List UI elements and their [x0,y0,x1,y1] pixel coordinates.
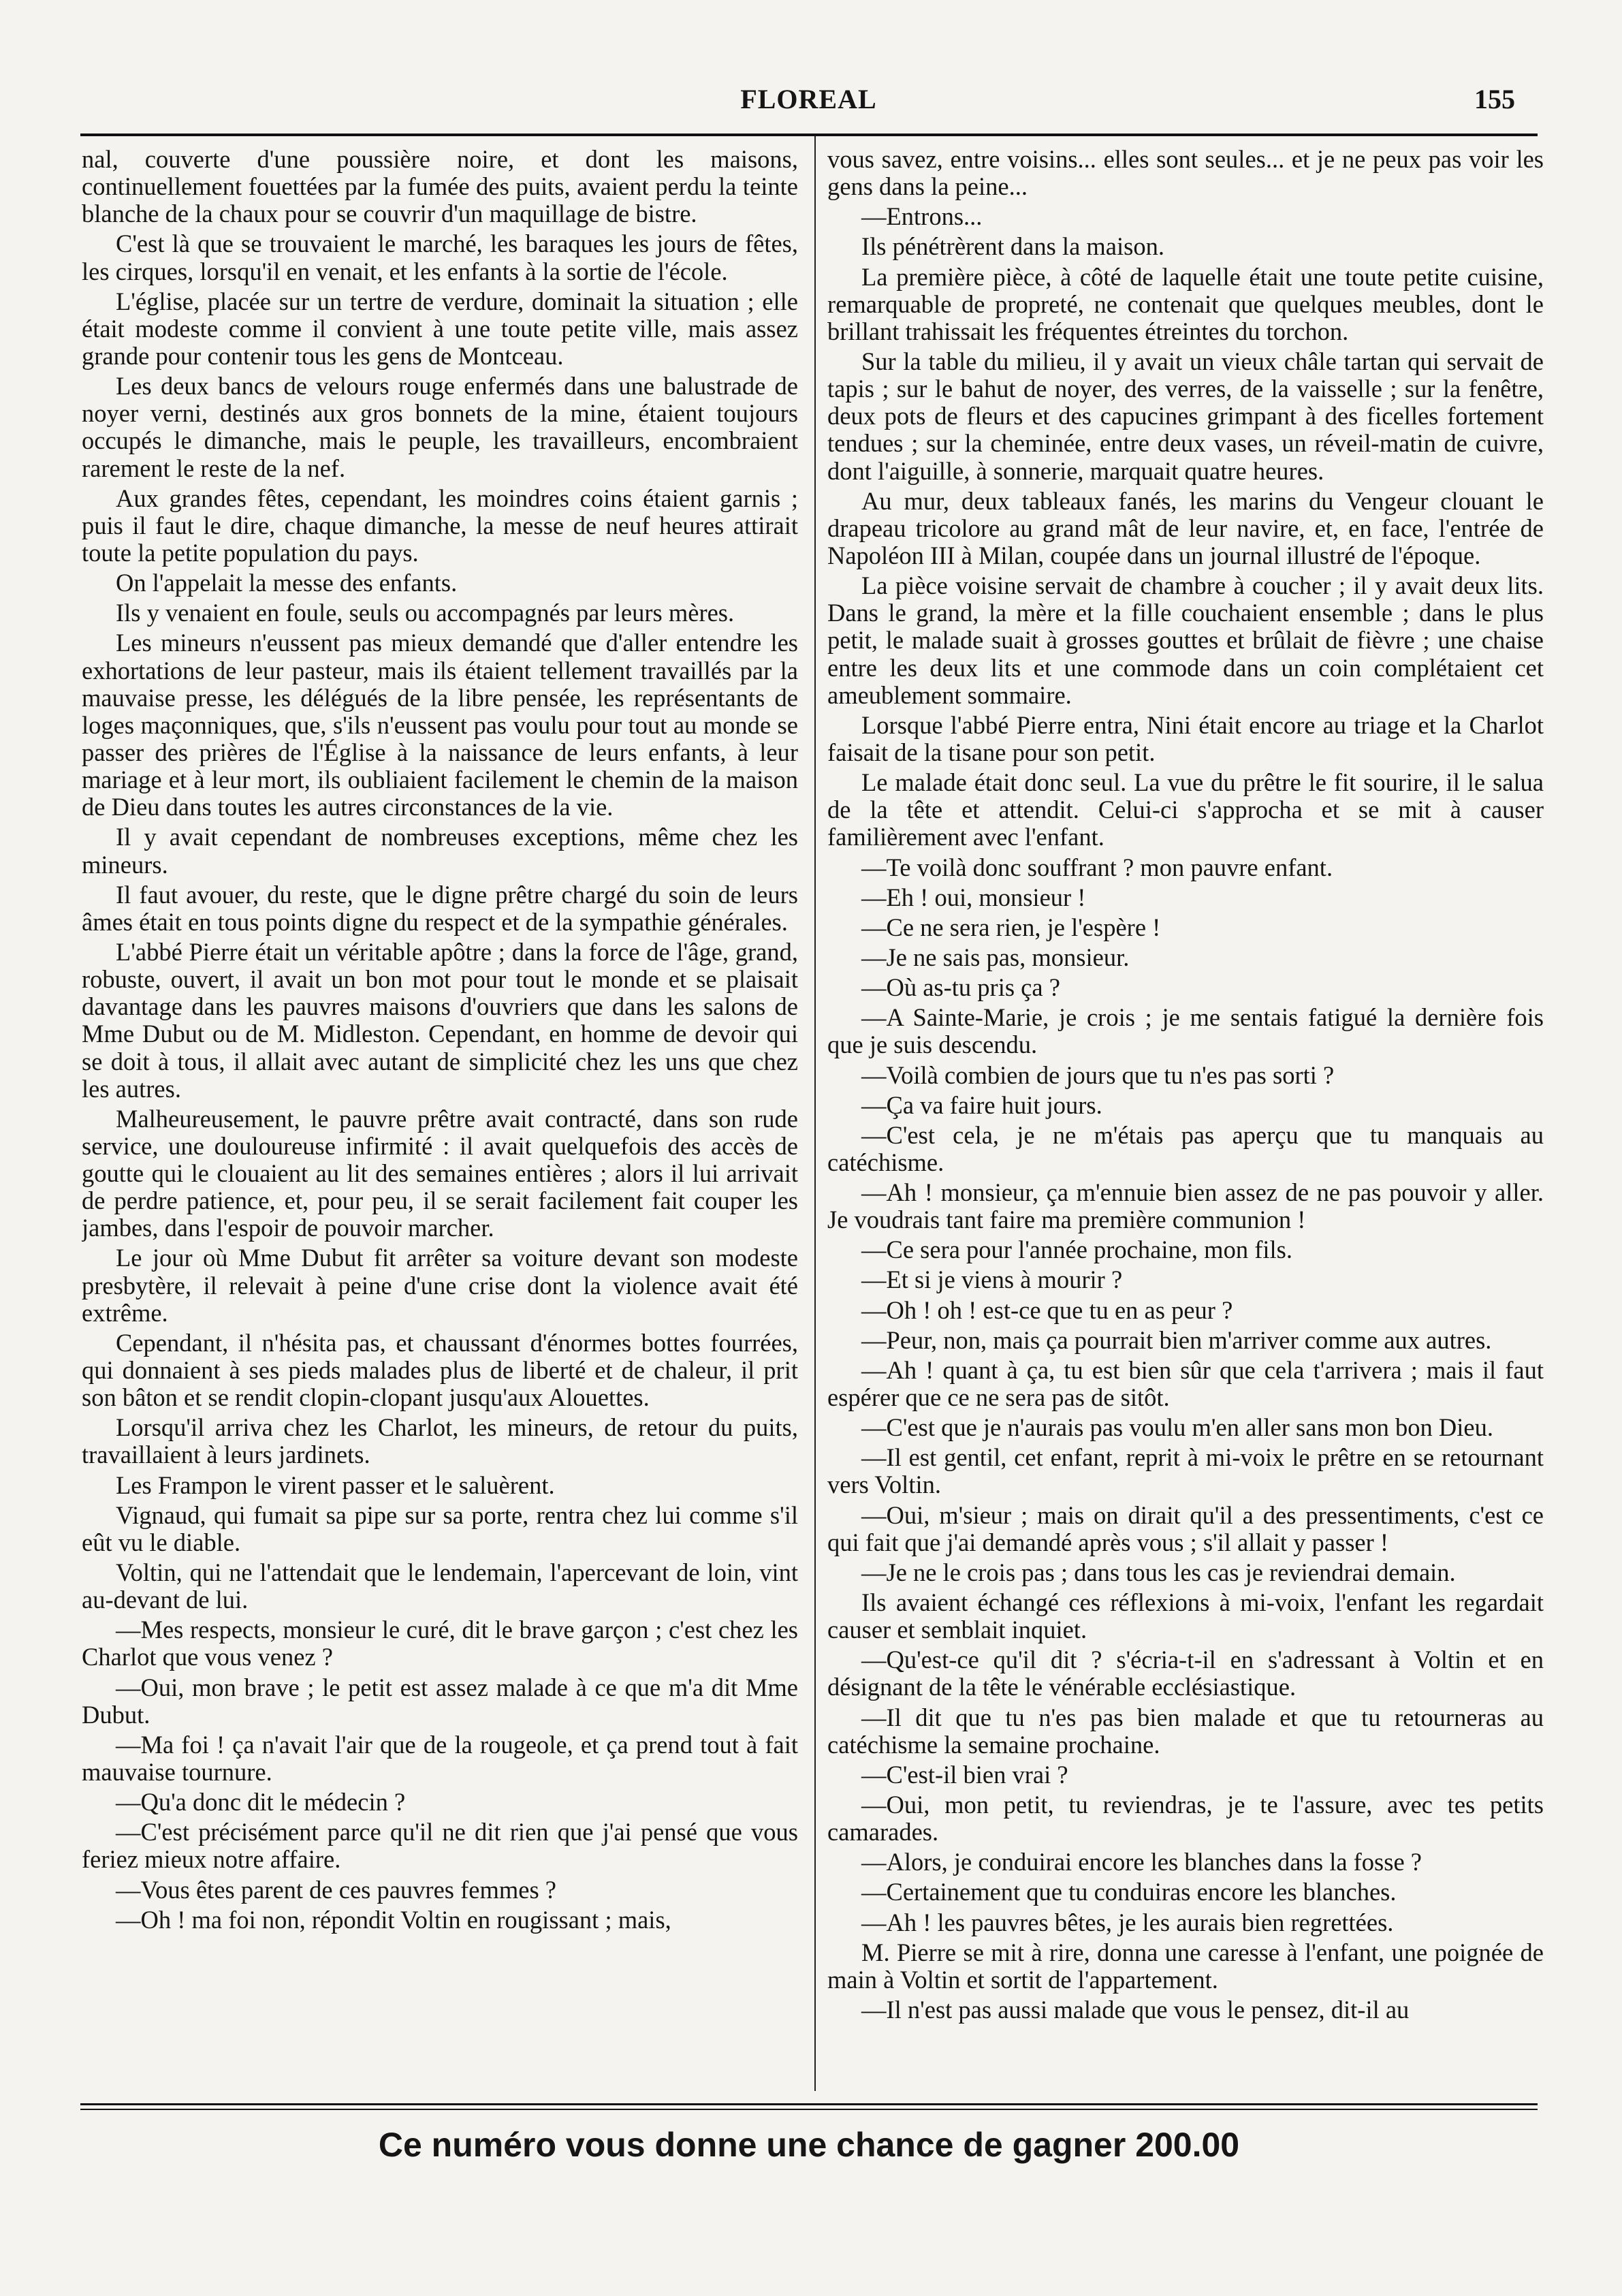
paragraph: L'église, placée sur un tertre de verdure, dominait la situation ; elle était modeste comme il convient à une toute petite ville, mais assez grande pour contenir tous les gens de Montceau. [82,287,798,370]
footer-rule [80,2103,1538,2105]
paragraph: —Ma foi ! ça n'avait l'air que de la rougeole, et ça prend tout à fait mauvaise tournure. [82,1730,798,1787]
paragraph: —Oh ! ma foi non, répondit Voltin en rougissant ; mais, [116,1905,671,1934]
paragraph: M. Pierre se mit à rire, donna une caresse à l'enfant, une poignée de main à Voltin et sortit de l'appartement. [827,1938,1544,1994]
paragraph: —Oui, mon brave ; le petit est assez malade à ce que m'a dit Mme Dubut. [82,1673,798,1729]
paragraph: Au mur, deux tableaux fanés, les marins du Vengeur clouant le drapeau tricolore au grand mât de leur navire, et, en face, l'entrée de Napoléon III à Milan, coupée dans un journal illustré de l'époque. [827,486,1544,569]
paragraph: Sur la table du milieu, il y avait un vieux châle tartan qui servait de tapis ; sur le bahut de noyer, des verres, de la vaisselle ; sur la fenêtre, deux pots de fleurs et des capucines grimpant à des ficelles fortement tendues ; sur la cheminée, entre deux vases, un réveil-matin de cuivre, dont l'aiguille, à sonnerie, marquait quatre heures. [827,347,1544,485]
header-rule [80,133,1538,136]
paragraph: —C'est cela, je ne m'étais pas aperçu que tu manquais au catéchisme. [827,1120,1544,1176]
paragraph: —Qu'a donc dit le médecin ? [116,1788,406,1817]
paragraph: La pièce voisine servait de chambre à coucher ; il y avait deux lits. Dans le grand, la mère et la fille couchaient ensemble ; dans le plus petit, le malade suait à grosses gouttes et brûlait de fièvre ; une chaise entre les deux lits et une commode dans un coin complétaient cet ameublement sommaire. [827,571,1544,709]
footer-rule-thin [80,2109,1538,2110]
paragraph: —Et si je viens à mourir ? [861,1265,1123,1294]
paragraph: —Certainement que tu conduiras encore les blanches. [861,1878,1397,1906]
paragraph: —Ça va faire huit jours. [861,1090,1102,1119]
paragraph: —Ah ! monsieur, ça m'ennuie bien assez de ne pas pouvoir y aller. Je voudrais tant faire ma première communion ! [827,1178,1544,1234]
paragraph: On l'appelait la messe des enfants. [116,569,458,597]
paragraph: —C'est-il bien vrai ? [861,1760,1068,1789]
footer-notice: Ce numéro vous donne une chance de gagner 200.00 [378,2126,1240,2164]
paragraph: —Il est gentil, cet enfant, reprit à mi-voix le prêtre en se retournant vers Voltin. [827,1443,1544,1499]
page-number: 155 [1474,84,1515,114]
paragraph: —Je ne le crois pas ; dans tous les cas je reviendrai demain. [861,1558,1456,1586]
journal-title: FLOREAL [740,84,877,114]
paragraph: L'abbé Pierre était un véritable apôtre ; dans la force de l'âge, grand, robuste, ouvert, il avait un bon mot pour tout le monde et se plaisait davantage dans les pauvres maisons d'ouvriers que dans les salons de Mme Dubut ou de M. Midleston. Cependant, en homme de devoir qui se doit à tous, il allait avec autant de simplicité chez les uns que chez les autres. [82,937,798,1103]
paragraph: Les deux bancs de velours rouge enfermés dans une balustrade de noyer verni, destinés aux gros bonnets de la mine, étaient toujours occupés le dimanche, mais le peuple, les travailleurs, encombraient rarement le reste de la nef. [82,372,798,482]
paragraph: —Où as-tu pris ça ? [861,973,1060,1002]
paragraph: Le malade était donc seul. La vue du prêtre le fit sourire, il le salua de la tête et attendit. Celui-ci s'approcha et se mit à causer familièrement avec l'enfant. [827,768,1544,851]
paragraph: —Oh ! oh ! est-ce que tu en as peur ? [861,1295,1233,1324]
paragraph: Malheureusement, le pauvre prêtre avait contracté, dans son rude service, une douloureuse infirmité : il avait quelquefois des accès de goutte qui le clouaient au lit des semaines entières ; alors il lui arrivait de perdre patience, et, pour peu, il se serait facilement fait couper les jambes, dans l'espoir de pouvoir marcher. [82,1104,798,1242]
paragraph: —A Sainte-Marie, je crois ; je me sentais fatigué la dernière fois que je suis descendu. [827,1003,1544,1059]
left-column [82,146,798,2244]
paragraph: nal, couverte d'une poussière noire, et dont les maisons, continuellement fouettées par la fumée des puits, avaient perdu la teinte blanche de la chaux pour se couvrir d'un maquillage de bistre. [82,146,798,228]
paragraph: La première pièce, à côté de laquelle était une toute petite cuisine, remarquable de propreté, ne contenait que quelques meubles, dont le brillant trahissait les fréquentes étreintes du torchon. [827,262,1544,345]
paragraph: Le jour où Mme Dubut fit arrêter sa voiture devant son modeste presbytère, il relevait à peine d'une crise dont la violence avait été extrême. [82,1244,798,1327]
paragraph: —Qu'est-ce qu'il dit ? s'écria-t-il en s'adressant à Voltin et en désignant de la tête le vénérable ecclésiastique. [827,1646,1544,1701]
paragraph: —Vous êtes parent de ces pauvres femmes ? [116,1875,556,1904]
paragraph: Les mineurs n'eussent pas mieux demandé que d'aller entendre les exhortations de leur pasteur, mais ils étaient tellement travaillés par la mauvaise presse, les délégués de la libre pensée, les représentants de loges maçonniques, que, s'ils n'eussent pas voulu pour tout au monde se passer des prières de l'Église à la naissance de leurs enfants, à leur mariage et à leur mort, ils oubliaient facilement le chemin de la maison de Dieu dans toutes les autres circonstances de la vie. [82,629,798,821]
paragraph: —Ce sera pour l'année prochaine, mon fils. [861,1236,1292,1264]
paragraph: —Oui, m'sieur ; mais on dirait qu'il a des pressentiments, c'est ce qui fait que j'ai demandé après vous ; s'il allait y passer ! [827,1500,1544,1556]
paragraph: —Ce ne sera rien, je l'espère ! [861,913,1161,941]
paragraph: —Oui, mon petit, tu reviendras, je te l'assure, avec tes petits camarades. [827,1791,1544,1846]
paragraph: Il faut avouer, du reste, que le digne prêtre chargé du soin de leurs âmes était en tous points digne du respect et de la sympathie générales. [82,880,798,936]
paragraph: —Voilà combien de jours que tu n'es pas sorti ? [861,1060,1335,1089]
paragraph: —Ah ! quant à ça, tu est bien sûr que cela t'arrivera ; mais il faut espérer que ce ne sera pas de sitôt. [827,1355,1544,1412]
paragraph: Ils pénétrèrent dans la maison. [861,232,1164,261]
paragraph: Les Frampon le virent passer et le saluèrent. [116,1471,555,1499]
paragraph: —Mes respects, monsieur le curé, dit le brave garçon ; c'est chez les Charlot que vous venez ? [82,1616,798,1671]
paragraph: —Il n'est pas aussi malade que vous le pensez, dit-il au [861,1996,1410,2024]
paragraph: Il y avait cependant de nombreuses exceptions, même chez les mineurs. [82,823,798,879]
paragraph: Voltin, qui ne l'attendait que le lendemain, l'apercevant de loin, vint au-devant de lui. [82,1558,798,1614]
paragraph: —Entrons... [861,202,983,231]
right-column [827,146,1544,2244]
column-divider [814,136,816,2091]
paragraph: —Je ne sais pas, monsieur. [861,943,1130,971]
paragraph: —C'est que je n'aurais pas voulu m'en aller sans mon bon Dieu. [861,1413,1493,1442]
paragraph: Lorsqu'il arriva chez les Charlot, les mineurs, de retour du puits, travaillaient à leurs jardinets. [82,1413,798,1469]
paragraph: —Te voilà donc souffrant ? mon pauvre enfant. [861,853,1333,881]
paragraph: Aux grandes fêtes, cependant, les moindres coins étaient garnis ; puis il faut le dire, chaque dimanche, la messe de neuf heures attirait toute la petite population du pays. [82,484,798,567]
paragraph: —Eh ! oui, monsieur ! [861,883,1086,911]
paragraph: vous savez, entre voisins... elles sont seules... et je ne peux pas voir les gens dans la peine... [827,146,1544,201]
paragraph: Ils avaient échangé ces réflexions à mi-voix, l'enfant les regardait causer et semblait inquiet. [827,1588,1544,1644]
paragraph: —Ah ! les pauvres bêtes, je les aurais bien regrettées. [861,1908,1394,1936]
paragraph: Cependant, il n'hésita pas, et chaussant d'énormes bottes fourrées, qui donnaient à ses pieds malades plus de liberté et de chaleur, il prit son bâton et se rendit clopin-clopant jusqu'aux Alouettes. [82,1328,798,1412]
paragraph: C'est là que se trouvaient le marché, les baraques les jours de fêtes, les cirques, lorsqu'il en venait, et les enfants à la sortie de l'école. [82,230,798,285]
paragraph: —Alors, je conduirai encore les blanches dans la fosse ? [861,1848,1422,1876]
paragraph: Ils y venaient en foule, seuls ou accompagnés par leurs mères. [116,599,735,627]
paragraph: Vignaud, qui fumait sa pipe sur sa porte, rentra chez lui comme s'il eût vu le diable. [82,1500,798,1556]
page-header [82,80,1536,128]
paragraph: —Peur, non, mais ça pourrait bien m'arriver comme aux autres. [861,1325,1492,1354]
paragraph: Lorsque l'abbé Pierre entra, Nini était encore au triage et la Charlot faisait de la tisane pour son petit. [827,710,1544,766]
paragraph: —Il dit que tu n'es pas bien malade et que tu retourneras au catéchisme la semaine prochaine. [827,1703,1544,1759]
paragraph: —C'est précisément parce qu'il ne dit rien que j'ai pensé que vous feriez mieux notre affaire. [82,1818,798,1874]
